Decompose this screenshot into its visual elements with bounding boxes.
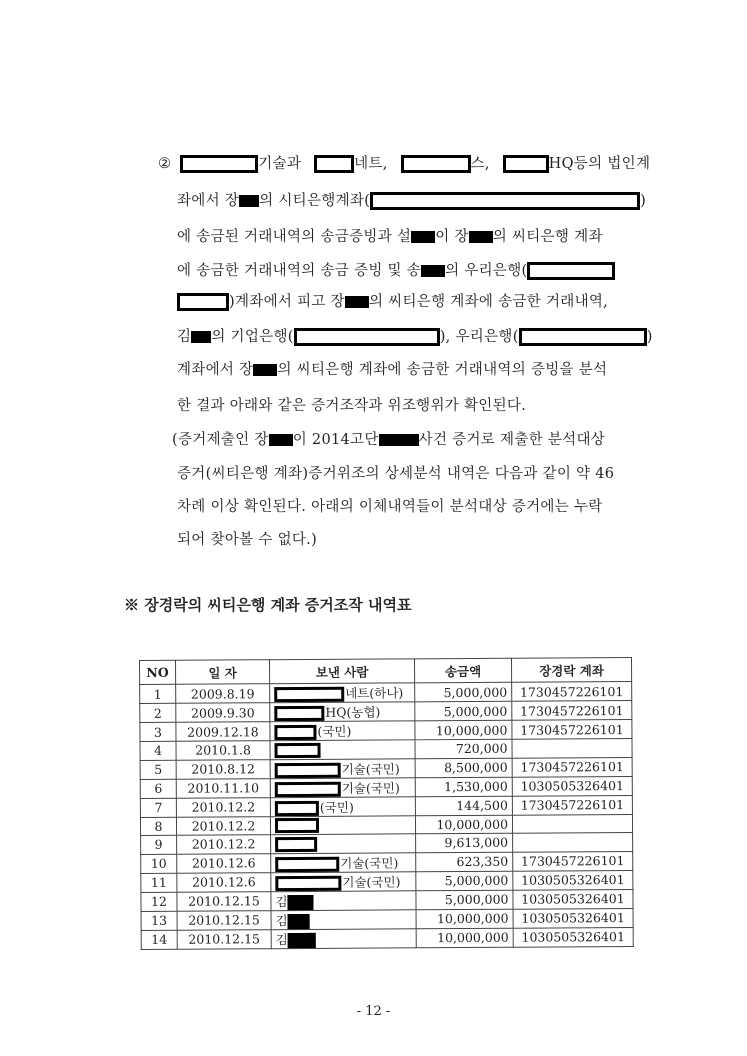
- cell-date: 2010.12.6: [177, 853, 271, 873]
- redaction-box: [239, 195, 259, 207]
- cell-account: 1030505326401: [513, 889, 633, 909]
- cell-amount: 10,000,000: [415, 815, 512, 834]
- paragraph-line-3: 에 송금된 거래내역의 송금증빙과 설 이 장 의 씨티은행 계좌: [177, 229, 603, 245]
- sender-name: (국민): [319, 799, 354, 815]
- page-number: - 12 -: [356, 1004, 391, 1019]
- redaction-box: [379, 434, 419, 446]
- redaction-box: [288, 895, 314, 910]
- cell-no: 12: [141, 892, 177, 911]
- cell-account: 1730457226101: [513, 851, 633, 871]
- sender-name: 기술(국민): [341, 780, 400, 796]
- paragraph-line-11: 차례 이상 확인된다. 아래의 이체내역들이 분석대상 증거에는 누락: [177, 499, 603, 515]
- header-no: NO: [140, 660, 176, 684]
- redaction-box: [275, 800, 319, 815]
- table-row: [141, 927, 633, 949]
- cell-account: 1730457226101: [512, 795, 632, 815]
- redaction-box: [275, 781, 341, 796]
- sender-name: 기술(국민): [342, 874, 401, 890]
- cell-amount: 144,500: [415, 796, 512, 816]
- redaction-box: [274, 706, 324, 721]
- cell-no: 9: [141, 835, 177, 854]
- cell-no: 13: [141, 911, 177, 930]
- paragraph-line-1: ② 기술과 네트, 스, HQ등의 법인계: [158, 156, 651, 172]
- paragraph-line-12: 되어 찾아볼 수 없다.): [177, 532, 318, 548]
- cell-account: 1030505326401: [513, 908, 633, 928]
- redaction-box: [421, 265, 445, 277]
- cell-date: 2009.12.18: [176, 722, 270, 742]
- cell-date: 2010.1.8: [176, 741, 270, 760]
- sender-name: 기술(국민): [340, 855, 399, 871]
- cell-sender: [270, 796, 415, 816]
- cell-date: 2010.12.15: [177, 910, 271, 930]
- cell-account: 1730457226101: [512, 757, 632, 777]
- redaction-box: [288, 914, 310, 929]
- cell-date: 2010.12.15: [177, 891, 271, 911]
- paragraph-line-7: 계좌에서 장 의 씨티은행 계좌에 송금한 거래내역의 증빙을 분석: [177, 362, 608, 378]
- cell-amount: 8,500,000: [415, 758, 512, 778]
- paragraph-line-2: 좌에서 장 의 시티은행계좌( ): [177, 193, 647, 209]
- sender-name: 네트(하나): [345, 685, 404, 701]
- cell-sender: [271, 853, 416, 873]
- cell-date: 2010.12.2: [177, 835, 271, 854]
- cell-date: 2009.9.30: [176, 703, 270, 723]
- cell-account: [512, 738, 632, 757]
- paragraph-line-10: 증거(씨티은행 계좌)증거위조의 상세분석 내역은 다음과 같이 약 46: [177, 466, 615, 482]
- redaction-box: [275, 857, 339, 872]
- cell-amount: 1,530,000: [415, 777, 512, 797]
- cell-no: 8: [140, 817, 176, 836]
- redaction-box: [275, 762, 341, 777]
- cell-date: 2010.12.2: [176, 816, 270, 835]
- cell-sender: [271, 929, 416, 949]
- cell-amount: 5,000,000: [415, 701, 512, 721]
- redaction-box: [274, 687, 344, 702]
- cell-no: 2: [140, 703, 176, 722]
- redaction-box: [177, 293, 229, 311]
- cell-no: 10: [141, 854, 177, 873]
- sender-prefix: 김: [275, 931, 288, 947]
- redaction-box: [469, 231, 493, 243]
- redaction-box: [253, 364, 277, 376]
- cell-account: 1730457226101: [512, 681, 632, 701]
- header-sender: 보낸 사람: [270, 659, 415, 684]
- cell-sender: [271, 910, 416, 930]
- redaction-box: [275, 876, 341, 891]
- cell-amount: 5,000,000: [415, 682, 512, 702]
- cell-no: 7: [140, 798, 176, 817]
- redaction-box: [527, 262, 615, 280]
- cell-date: 2009.8.19: [176, 684, 270, 704]
- evidence-table: [139, 657, 634, 950]
- cell-sender: [270, 758, 415, 778]
- cell-no: 3: [140, 722, 176, 741]
- cell-amount: 9,613,000: [416, 833, 513, 852]
- cell-date: 2010.12.15: [177, 929, 271, 949]
- redaction-box: [269, 434, 293, 446]
- cell-amount: 10,000,000: [416, 909, 513, 929]
- cell-account: [513, 833, 633, 852]
- cell-sender: [270, 777, 415, 797]
- sender-name: 기술(국민): [341, 761, 400, 777]
- sender-prefix: 김: [275, 912, 288, 928]
- redaction-box: [401, 155, 471, 173]
- cell-no: 6: [140, 779, 176, 798]
- cell-account: 1030505326401: [513, 870, 633, 890]
- redaction-box: [275, 837, 317, 852]
- redaction-box: [370, 192, 640, 210]
- cell-sender: [271, 891, 416, 911]
- redaction-box: [274, 725, 316, 740]
- redaction-box: [519, 328, 647, 346]
- redaction-box: [275, 743, 321, 758]
- item-number: ②: [158, 156, 172, 172]
- header-account: 장경락 계좌: [511, 657, 631, 682]
- redaction-box: [411, 231, 435, 243]
- cell-account: 1030505326401: [512, 776, 632, 796]
- cell-date: 2010.12.2: [176, 797, 270, 817]
- redaction-box: [503, 155, 549, 173]
- cell-sender: [270, 721, 415, 741]
- redaction-box: [294, 328, 440, 346]
- cell-account: [512, 814, 632, 833]
- sender-name: (국민): [317, 723, 352, 739]
- cell-no: 1: [140, 684, 176, 703]
- cell-amount: 10,000,000: [416, 928, 513, 948]
- cell-sender: [271, 872, 416, 892]
- table-header-row: [140, 657, 632, 684]
- cell-sender: [270, 702, 415, 722]
- cell-amount: 10,000,000: [415, 720, 512, 740]
- sender-prefix: 김: [275, 893, 288, 909]
- redaction-box: [180, 155, 258, 173]
- cell-no: 11: [141, 873, 177, 892]
- cell-amount: 5,000,000: [416, 871, 513, 891]
- cell-amount: 720,000: [415, 739, 512, 758]
- cell-date: 2010.11.10: [176, 778, 270, 798]
- header-amount: 송금액: [414, 658, 511, 683]
- table-title: ※ 장경락의 씨티은행 계좌 증거조작 내역표: [124, 596, 412, 614]
- cell-account: 1730457226101: [512, 719, 632, 739]
- cell-sender: [270, 683, 415, 703]
- cell-no: 5: [140, 760, 176, 779]
- redaction-box: [345, 296, 369, 308]
- redaction-box: [275, 818, 319, 833]
- sender-name: HQ(농협): [325, 704, 381, 720]
- cell-account: 1030505326401: [513, 927, 633, 947]
- paragraph-line-9: (증거제출인 장 이 2014고단 사건 증거로 제출한 분석대상: [172, 432, 606, 448]
- cell-account: 1730457226101: [512, 700, 632, 720]
- redaction-box: [288, 933, 316, 948]
- cell-no: 14: [141, 930, 177, 949]
- cell-date: 2010.8.12: [176, 759, 270, 779]
- cell-sender: [270, 815, 415, 834]
- paragraph-line-4: 에 송금한 거래내역의 송금 증빙 및 송 의 우리은행(: [177, 261, 615, 281]
- redaction-box: [314, 155, 354, 173]
- redaction-box: [191, 331, 211, 343]
- cell-no: 4: [140, 741, 176, 760]
- paragraph-line-6: 김 의 기업은행( ), 우리은행( ): [177, 329, 653, 345]
- header-date: 일 자: [176, 660, 270, 685]
- cell-sender: [270, 740, 415, 759]
- cell-date: 2010.12.6: [177, 872, 271, 892]
- paragraph-line-5: )계좌에서 피고 장 의 씨티은행 계좌에 송금한 거래내역,: [177, 292, 608, 312]
- cell-amount: 623,350: [416, 852, 513, 872]
- paragraph-line-8: 한 결과 아래와 같은 증거조작과 위조행위가 확인된다.: [177, 398, 527, 414]
- cell-sender: [271, 834, 416, 853]
- cell-amount: 5,000,000: [416, 890, 513, 910]
